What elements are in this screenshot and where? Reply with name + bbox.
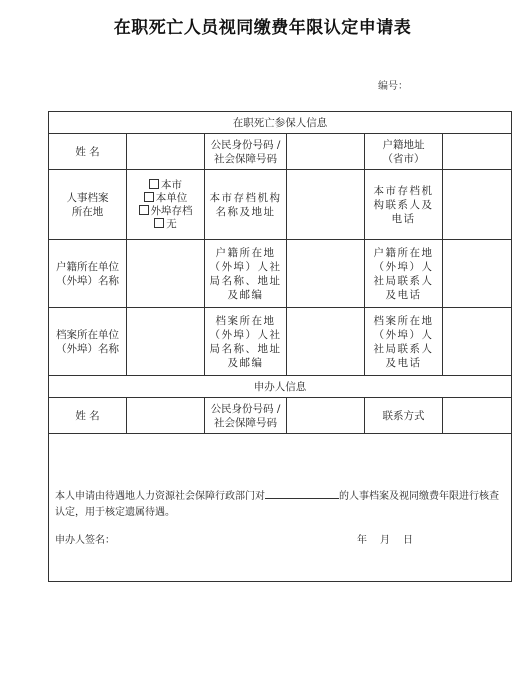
archive-org-field[interactable]	[287, 170, 365, 240]
archive-contact-label: 本市存档机构联系人及电话	[365, 170, 443, 240]
date-year-label: 年	[357, 535, 368, 546]
date-month-label: 月	[380, 535, 391, 546]
serial-number-label: 编号：	[378, 81, 408, 92]
huji-bureau-label: 户籍所在地（外埠）人社局名称、地址及邮编	[205, 240, 287, 308]
deceased-id-field[interactable]	[287, 134, 365, 170]
huji-unit-label	[49, 240, 127, 308]
declaration-text-after: 的人事档案及视同缴费年限进行核查认定，用于核定遗属待遇。	[55, 491, 499, 518]
archive-unit-label	[49, 308, 127, 376]
form-title: 在职死亡人员视同缴费年限认定申请表	[113, 18, 412, 38]
applicant-id-label-line1: 公民身份号码 /	[210, 402, 281, 415]
option-none[interactable]	[130, 218, 201, 231]
applicant-id-label	[205, 398, 287, 434]
applicant-contact-label: 联系方式	[365, 398, 443, 434]
archive-location-label	[49, 170, 127, 240]
checkbox-icon[interactable]	[149, 179, 159, 189]
archive-location-options	[127, 170, 205, 240]
applicant-name-label: 姓 名	[49, 398, 127, 434]
archive-location-label-line2: 所在地	[71, 205, 104, 218]
archive-bureau-contact-label: 档案所在地（外埠）人社局联系人及电话	[365, 308, 443, 376]
option-label: 本市	[161, 178, 182, 191]
huji-bureau-contact-label: 户籍所在地（外埠）人社局联系人及电话	[365, 240, 443, 308]
huji-unit-label-line1: 户籍所在单位	[56, 260, 119, 273]
declaration-text	[55, 488, 505, 521]
deceased-id-label	[205, 134, 287, 170]
option-external-storage[interactable]	[130, 205, 201, 218]
declaration-section	[49, 434, 512, 582]
section-header-applicant: 申办人信息	[49, 376, 512, 398]
applicant-name-field[interactable]	[127, 398, 205, 434]
deceased-id-label-line2: 社会保障号码	[214, 152, 277, 165]
declaration-text-before: 本人申请由待遇地人力资源社会保障行政部门对	[55, 491, 265, 502]
deceased-name-label: 姓 名	[49, 134, 127, 170]
huji-unit-field[interactable]	[127, 240, 205, 308]
archive-location-label-line1: 人事档案	[66, 191, 109, 204]
applicant-id-label-line2: 社会保障号码	[214, 416, 277, 429]
huji-address-label-line2: （省市）	[382, 152, 425, 165]
archive-org-label: 本市存档机构名称及地址	[205, 170, 287, 240]
signature-date	[357, 534, 426, 548]
archive-unit-label-line1: 档案所在单位	[56, 328, 119, 341]
application-form-table	[48, 111, 512, 582]
option-label: 无	[166, 217, 177, 230]
option-own-unit[interactable]	[130, 192, 201, 205]
section-header-deceased: 在职死亡参保人信息	[49, 112, 512, 134]
option-label: 外埠存档	[150, 204, 193, 217]
huji-bureau-field[interactable]	[287, 240, 365, 308]
deceased-name-blank[interactable]	[265, 488, 339, 499]
date-day-label: 日	[403, 535, 414, 546]
archive-unit-label-line2: （外埠）名称	[56, 342, 119, 355]
huji-unit-label-line2: （外埠）名称	[56, 274, 119, 287]
checkbox-icon[interactable]	[144, 192, 154, 202]
archive-contact-field[interactable]	[443, 170, 512, 240]
option-local-city[interactable]	[130, 179, 201, 192]
deceased-name-field[interactable]	[127, 134, 205, 170]
signature-label: 申办人签名：	[55, 535, 115, 546]
archive-unit-field[interactable]	[127, 308, 205, 376]
archive-bureau-label: 档案所在地（外埠）人社局名称、地址及邮编	[205, 308, 287, 376]
huji-address-label	[365, 134, 443, 170]
option-label: 本单位	[155, 191, 188, 204]
huji-address-field[interactable]	[443, 134, 512, 170]
applicant-id-field[interactable]	[287, 398, 365, 434]
archive-bureau-field[interactable]	[287, 308, 365, 376]
applicant-contact-field[interactable]	[443, 398, 512, 434]
checkbox-icon[interactable]	[139, 205, 149, 215]
huji-address-label-line1: 户籍地址	[382, 138, 425, 151]
archive-bureau-contact-field[interactable]	[443, 308, 512, 376]
deceased-id-label-line1: 公民身份号码 /	[210, 138, 281, 151]
huji-bureau-contact-field[interactable]	[443, 240, 512, 308]
checkbox-icon[interactable]	[154, 218, 164, 228]
